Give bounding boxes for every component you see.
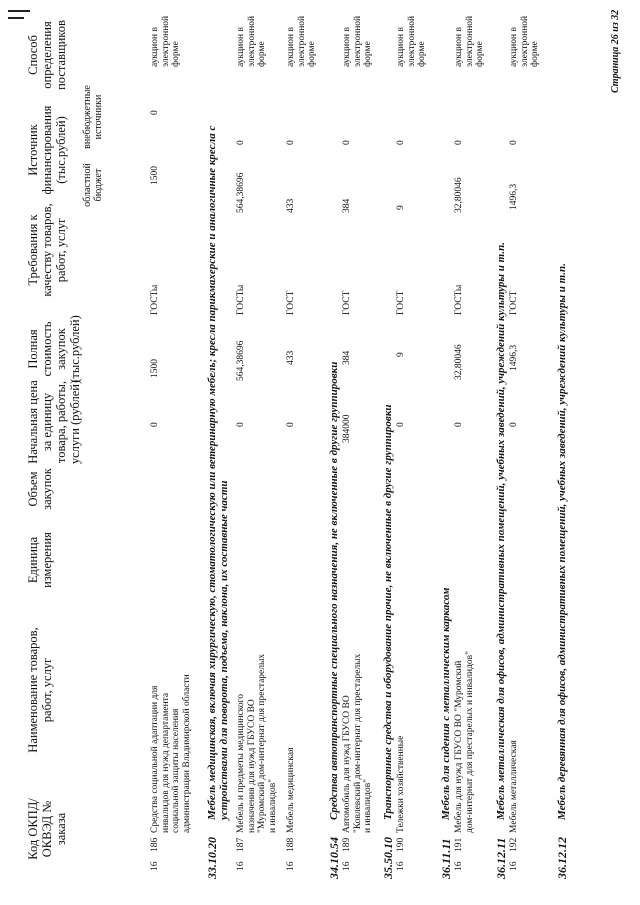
row-regional: 1500 <box>150 166 160 185</box>
row-req: ГОСТы <box>150 284 160 315</box>
row-price: 0 <box>236 422 246 427</box>
row-regional: 433 <box>286 198 296 213</box>
row-name: Мебель для нужд ГБУСО ВО "Муромский дом-интернат для престарелых и инвалидов" <box>454 650 475 833</box>
row-num: 16 <box>342 861 352 871</box>
row-regional: 1496,3 <box>509 183 519 210</box>
edge-mark <box>8 17 24 19</box>
row-other: 0 <box>236 140 246 145</box>
row-req: ГОСТы <box>454 284 464 315</box>
row-price: 384000 <box>342 414 352 443</box>
row-name: Автомобиль для нужд ГБУСО ВО "Ковлевский дом-интернат для престарелых и инвалидов" <box>342 653 373 833</box>
row-total: 564,38696 <box>236 340 246 381</box>
edge-mark <box>8 10 30 12</box>
row-req: ГОСТ <box>286 290 296 315</box>
group-title: Средства автотранспортные специального назначения, не включенные в другие группировки <box>328 361 340 820</box>
row-order: 187 <box>236 837 246 852</box>
row-regional: 32,80046 <box>454 177 464 213</box>
row-price: 0 <box>454 422 464 427</box>
group-title: Мебель медицинская, включая хирургическую, стоматологическую или ветеринарную мебель; кресла парикмахерские и аналогичные кресла с устройствами для поворота, подъема, наклона, их составные части <box>206 125 230 820</box>
row-order: 189 <box>342 837 352 852</box>
row-num: 16 <box>236 861 246 871</box>
row-method: аукцион в электронной форме <box>396 15 427 67</box>
group-title: Мебель металлическая для офисов, административных помещений, учебных заведений, учреждений культуры и т.п. <box>495 242 507 820</box>
row-other: 0 <box>286 140 296 145</box>
header-name: Наименование товаров, работ, услуг <box>26 627 54 753</box>
row-method: аукцион в электронной форме <box>509 15 540 67</box>
header-code: Код ОКПД/ ОКВЭД № заказа <box>26 798 68 860</box>
row-other: 0 <box>396 140 406 145</box>
row-name: Тележки хозяйственные <box>396 735 406 833</box>
row-total: 1500 <box>150 359 160 378</box>
row-order: 191 <box>454 837 464 852</box>
group-code: 36.12.11 <box>494 837 508 879</box>
row-method: аукцион в электронной форме <box>454 15 485 67</box>
row-total: 32,80046 <box>454 344 464 380</box>
row-num: 16 <box>286 861 296 871</box>
row-num: 16 <box>150 861 160 871</box>
group-title: Мебель деревянная для офисов, административных помещений, учебных заведений, учреждений культуры и т.п. <box>556 263 568 820</box>
row-name: Мебель и предметы медицинского назначения для нужд ГБУСО ВО "Муромский дом-интернат для престарелых и инвалидов" <box>236 653 278 833</box>
row-order: 190 <box>396 837 406 852</box>
row-other: 0 <box>454 140 464 145</box>
header-total: Полная стоимость закупок (тыс.рублей) <box>26 315 82 383</box>
row-num: 16 <box>396 861 406 871</box>
row-req: ГОСТ <box>342 290 352 315</box>
page-number: Страница 26 из 32 <box>610 9 621 93</box>
row-method: аукцион в электронной форме <box>236 15 267 67</box>
row-regional: 9 <box>396 205 406 210</box>
row-regional: 384 <box>342 198 352 213</box>
group-code: 34.10.54 <box>327 837 341 879</box>
row-req: ГОСТ <box>396 290 406 315</box>
header-price: Начальная цена за единицу товара, работы, услуги (рублей) <box>26 379 82 465</box>
row-price: 0 <box>396 422 406 427</box>
row-order: 188 <box>286 837 296 852</box>
row-num: 16 <box>454 861 464 871</box>
row-total: 384 <box>342 350 352 365</box>
row-name: Мебель медицинская <box>286 747 296 833</box>
header-source-regional: областной бюджет <box>82 163 104 207</box>
row-other: 0 <box>150 110 160 115</box>
group-code: 35.50.10 <box>381 837 395 879</box>
header-volume: Объем закупок <box>26 468 54 510</box>
row-order: 192 <box>509 837 519 852</box>
row-total: 1496,3 <box>509 344 519 371</box>
header-unit: Единица измерения <box>26 532 54 588</box>
group-title: Мебель для сидения с металлическим каркасом <box>440 587 452 820</box>
row-name: Мебель металлическая <box>509 740 519 833</box>
header-source: Источник финансирования (тыс.рублей) <box>26 105 68 195</box>
row-price: 0 <box>150 422 160 427</box>
group-code: 33.10.20 <box>205 837 219 879</box>
row-method: аукцион в электронной форме <box>286 15 317 67</box>
row-method: аукцион в электронной форме <box>150 15 181 67</box>
row-req: ГОСТ <box>509 290 519 315</box>
row-regional: 564,38696 <box>236 172 246 213</box>
row-method: аукцион в электронной форме <box>342 15 373 67</box>
row-price: 0 <box>509 422 519 427</box>
header-method: Способ определения поставщиков <box>26 20 68 90</box>
header-requirements: Требования к качеству товаров, работ, услуг <box>26 203 68 297</box>
row-other: 0 <box>509 140 519 145</box>
group-title: Транспортные средства и оборудование прочие, не включенные в другие группировки <box>382 404 394 820</box>
row-other: 0 <box>342 140 352 145</box>
group-code: 36.12.12 <box>555 837 569 879</box>
row-total: 433 <box>286 350 296 365</box>
row-order: 186 <box>150 837 160 852</box>
row-total: 9 <box>396 352 406 357</box>
row-req: ГОСТы <box>236 284 246 315</box>
row-name: Средства социальной адаптации для инвалидов для нужд департамента социальной защиты населения администрации Владимирской области <box>150 674 192 833</box>
row-num: 16 <box>509 861 519 871</box>
row-price: 0 <box>286 422 296 427</box>
header-source-other: внебюджетные источники <box>82 85 104 149</box>
group-code: 36.11.11 <box>439 838 453 879</box>
